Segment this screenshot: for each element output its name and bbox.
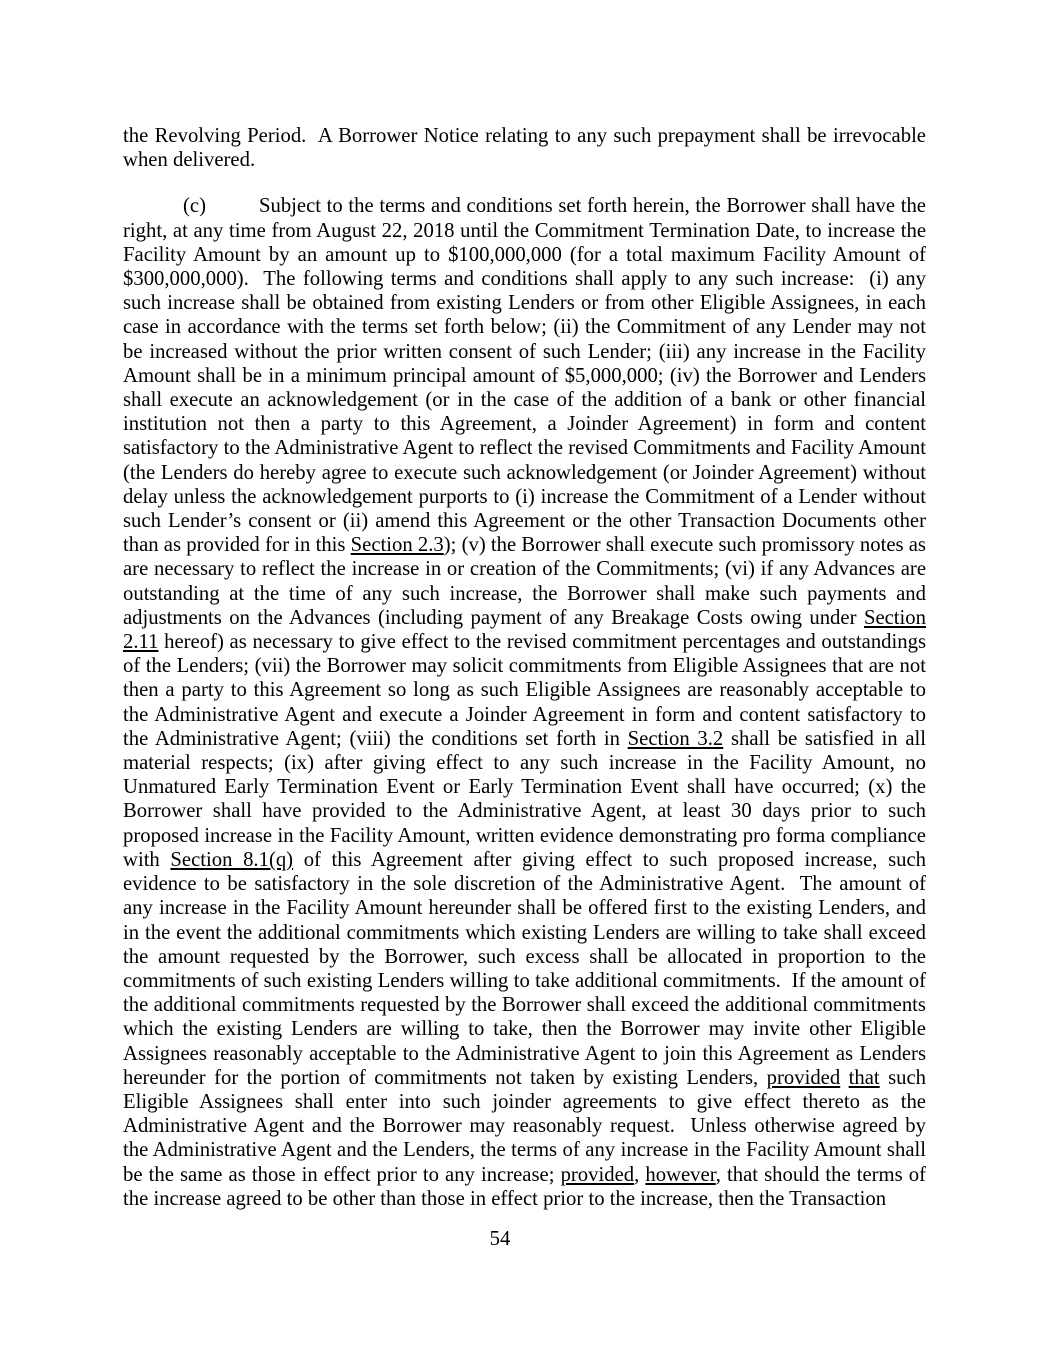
underlined-reference: provided <box>766 1066 841 1089</box>
document-body <box>123 124 926 1233</box>
underlined-reference: that <box>848 1066 880 1089</box>
underlined-reference: Section 2.11 <box>123 606 926 654</box>
text-segment: the Revolving Period. A Borrower Notice relating to any such prepayment shall be irrevocable when delivered. <box>123 125 926 172</box>
underlined-reference: however <box>645 1163 716 1186</box>
page-number: 54 <box>489 1228 511 1250</box>
underlined-reference: provided <box>560 1163 635 1186</box>
underlined-reference: Section 8.1(q) <box>170 848 294 871</box>
text-segment: , <box>634 1163 646 1186</box>
text-segment: shall be satisfied in all material respects; (ix) after giving effect to any such increase in the Facility Amount, no Unmatured Early Termination Event or Early Termination Event shall have occurred; (x) the Borrower shall have provided to the Administrative Agent, at least 30 days prior to such proposed increase in the Facility Amount, written evidence demonstrating pro forma compliance with <box>123 727 927 871</box>
text-segment <box>840 1067 848 1089</box>
paragraph <box>123 124 926 172</box>
paragraph-label: (c) <box>183 195 206 218</box>
text-segment: such Eligible Assignees shall enter into such joinder agreements to give effect thereto as the Administrative Agent and the Borrower may reasonably request. Unless otherwise agreed by the Administrative Agent and the Lenders, the terms of any increase in the Facility Amount shall be the same as those in effect prior to any increase; <box>123 1066 927 1186</box>
underlined-reference: Section 3.2 <box>627 727 724 750</box>
text-segment: hereof) as necessary to give effect to the revised commitment percentages and outstandings of the Lenders; (vii) the Borrower may solicit commitments from Eligible Assignees that are not then a party to this Agreement so long as such Eligible Assignees are reasonably acceptable to the Administrative Agent and execute a Joinder Agreement in form and content satisfactory to the Administrative Agent; (viii) the conditions set forth in <box>123 631 926 750</box>
paragraph <box>123 194 926 1211</box>
text-segment: of this Agreement after giving effect to such proposed increase, such evidence to be satisfactory in the sole discretion of the Administrative Agent. The amount of any increase in the Facility Amount hereunder shall be offered first to the existing Lenders, and in the event the additional commitments which existing Lenders are willing to take shall exceed the amount requested by the Borrower, such excess shall be allocated in proportion to the commitments of such existing Lenders willing to take additional commitments. If the amount of the additional commitments requested by the Borrower shall exceed the additional commitments which the existing Lenders are willing to take, then the Borrower may invite other Eligible Assignees reasonably acceptable to the Administrative Agent to join this Agreement as Lenders hereunder for the portion of commitments not taken by existing Lenders, <box>123 848 926 1089</box>
underlined-reference: Section 2.3 <box>350 534 444 557</box>
page-footer <box>100 1227 900 1251</box>
text-segment: ); (v) the Borrower shall execute such promissory notes as are necessary to reflect the increase in or creation of the Commitments; (vi) if any Advances are outstanding at the time of any such increase, the Borrower shall make such payments and adjustments on the Advances (including payment of any Breakage Costs owing under <box>123 534 926 629</box>
text-segment: Subject to the terms and conditions set forth herein, the Borrower shall have the right, at any time from August 22, 2018 until the Commitment Termination Date, to increase the Facility Amount by an amount up to $100,000,000 (for a total maximum Facility Amount of $300,000,000). The following terms and conditions shall apply to any such increase: (i) any such increase shall be obtained from existing Lenders or from other Eligible Assignees, in each case in accordance with the terms set forth below; (ii) the Commitment of any Lender may not be increased without the prior written consent of such Lender; (iii) any increase in the Facility Amount shall be in a minimum principal amount of $5,000,000; (iv) the Borrower and Lenders shall execute an acknowledgement (or in the case of the addition of a bank or other financial institution not then a party to this Agreement, a Joinder Agreement) in form and content satisfactory to the Administrative Agent to reflect the revised Commitments and Facility Amount (the Lenders do hereby agree to execute such acknowledgement (or Joinder Agreement) without delay unless the acknowledgement purports to (i) increase the Commitment of a Lender without such Lender’s consent or (ii) amend this Agreement or the other Transaction Documents other than as provided for in this <box>123 195 926 557</box>
text-segment: , that should the terms of the increase agreed to be other than those in effect prior to the increase, then the Transaction <box>123 1163 927 1210</box>
